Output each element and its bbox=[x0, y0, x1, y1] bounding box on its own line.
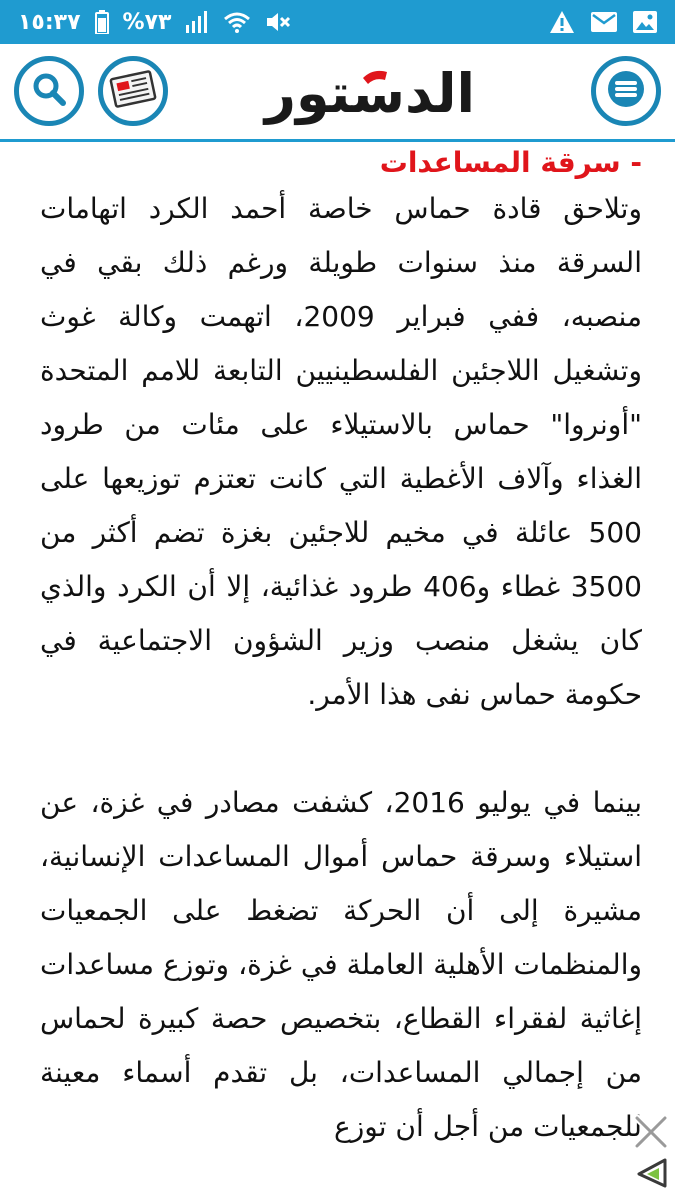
article-paragraph-1: وتلاحق قادة حماس خاصة أحمد الكرد اتهامات السرقة منذ سنوات طويلة ورغم ذلك بقي في منصبه، ففي فبراير 2009، اتهمت وكالة غوث وتشغيل اللاجئين الفلسطينيين التابعة للامم المتحدة "أونروا" حماس بالاستيلاء على مئات من طرود الغذاء وآلاف الأغطية التي كانت تعتزم توزيعها على 500 عائلة في مخيم للاجئين بغزة تضم أكثر من 3500 غطاء و406 طرود غذائية، إلا أن الكرد والذي كان يشغل منصب وزير الشؤون الاجتماعية في حكومة حماس نفى هذا الأمر. bbox=[40, 192, 642, 711]
status-right bbox=[549, 10, 657, 34]
menu-icon bbox=[606, 69, 646, 113]
status-bar bbox=[0, 0, 675, 44]
paragraph-spacer bbox=[40, 722, 642, 776]
close-icon bbox=[631, 1137, 671, 1156]
warning-icon bbox=[549, 10, 575, 34]
clock: ١٥:٣٧ bbox=[18, 9, 81, 35]
mute-icon bbox=[265, 10, 291, 34]
mail-icon bbox=[591, 12, 617, 32]
signal-icon bbox=[185, 11, 209, 33]
battery-percent: %٧٣ bbox=[122, 9, 172, 35]
battery-icon bbox=[95, 10, 109, 34]
article-subheading: - سرقة المساعدات bbox=[379, 146, 642, 179]
close-ad-button[interactable] bbox=[631, 1112, 671, 1152]
ad-choices-icon bbox=[635, 1175, 669, 1194]
ad-choices-button[interactable] bbox=[635, 1156, 669, 1190]
newspaper-button[interactable] bbox=[98, 56, 168, 126]
search-icon bbox=[30, 70, 68, 112]
image-icon bbox=[633, 11, 657, 33]
article-body bbox=[40, 144, 642, 1154]
search-button[interactable] bbox=[14, 56, 84, 126]
app-header bbox=[0, 44, 675, 142]
article-paragraph-2: بينما في يوليو 2016، كشفت مصادر في غزة، عن استيلاء وسرقة حماس أموال المساعدات الإنسانية، مشيرة إلى أن الحركة تضغط على الجمعيات والمنظمات الأهلية العاملة في غزة، وتوزع مساعدات إغاثية لفقراء القطاع، بتخصيص حصة كبيرة لحماس من إجمالي المساعدات، بل تقدم أسماء معينة للجمعيات من أجل أن توزع bbox=[40, 786, 642, 1143]
logo bbox=[264, 58, 475, 130]
newspaper-icon bbox=[109, 69, 157, 113]
wifi-icon bbox=[223, 11, 251, 33]
logo-text: الدستور bbox=[264, 62, 475, 125]
menu-button[interactable] bbox=[591, 56, 661, 126]
status-left bbox=[18, 10, 291, 35]
